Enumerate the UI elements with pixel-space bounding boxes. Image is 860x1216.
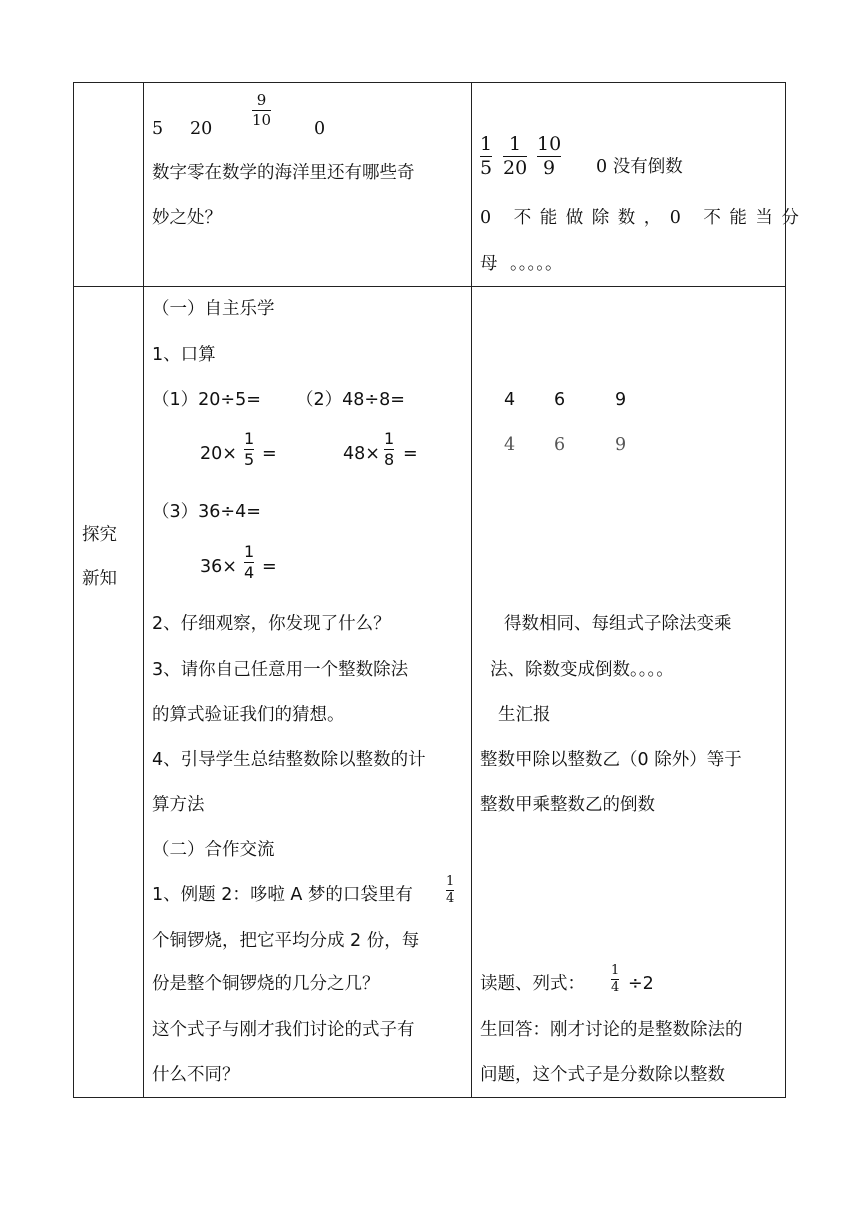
- fraction-numerator: 10: [537, 133, 562, 155]
- item-4-line2: 算方法: [152, 795, 205, 815]
- multiply-1-equals: =: [262, 444, 277, 464]
- example-line3: 份是整个铜锣烧的几分之几？: [152, 974, 380, 994]
- example-line1: 1、例题 2：哆啦 A 梦的口袋里有: [152, 885, 413, 905]
- fraction-numerator: 1: [384, 429, 395, 448]
- fraction-denominator: 10: [252, 110, 272, 129]
- fraction-denominator: 5: [480, 156, 493, 179]
- fraction-numerator: 1: [509, 133, 522, 155]
- answer-4-repeat: 4: [504, 435, 516, 455]
- item-3-line1: 3、请你自己任意用一个整数除法: [152, 660, 409, 680]
- number-5: 5: [152, 119, 164, 139]
- read-divide-2: ÷2: [628, 974, 654, 994]
- fraction-numerator: 1: [244, 429, 255, 448]
- question-2: （2）48÷8=: [296, 390, 405, 410]
- item-4-line1: 4、引导学生总结整数除以整数的计: [152, 750, 426, 770]
- zero-question-line2: 妙之处？: [152, 208, 222, 228]
- item-2: 2、仔细观察，你发现了什么？: [152, 614, 391, 634]
- example-line5: 什么不同？: [152, 1065, 240, 1085]
- fraction-9-10: [252, 92, 271, 128]
- fraction-denominator: 9: [543, 156, 556, 179]
- read-and-write-prefix: 读题、列式：: [480, 974, 585, 994]
- section-heading-2: （二）合作交流: [152, 840, 275, 860]
- number-20: 20: [190, 119, 213, 139]
- observation-line2: 法、除数变成倒数。。。。: [490, 660, 674, 680]
- fraction-numerator: 1: [244, 542, 255, 561]
- fraction-denominator: 4: [244, 562, 255, 582]
- answer-9: 9: [615, 390, 627, 410]
- fraction-denominator: 8: [384, 449, 395, 469]
- column-divider-1: [143, 83, 144, 1097]
- student-report: 生汇报: [498, 705, 551, 725]
- fraction-numerator: 1: [446, 874, 455, 889]
- question-1: （1）20÷5=: [152, 390, 261, 410]
- item-3-line2: 的算式验证我们的猜想。: [152, 705, 345, 725]
- multiply-2-prefix: 48×: [343, 444, 380, 464]
- rule-line1: 整数甲除以整数乙（0 除外）等于: [480, 750, 742, 770]
- answer-6: 6: [554, 390, 566, 410]
- answer-9-repeat: 9: [615, 435, 627, 455]
- number-0: 0: [314, 119, 326, 139]
- answer-6-repeat: 6: [554, 435, 566, 455]
- answer-4: 4: [504, 390, 516, 410]
- question-3: （3）36÷4=: [152, 502, 261, 522]
- multiply-3-equals: =: [262, 557, 277, 577]
- example-line4: 这个式子与刚才我们讨论的式子有: [152, 1020, 415, 1040]
- reciprocal-1-20: [503, 134, 527, 179]
- rule-line2: 整数甲乘整数乙的倒数: [480, 795, 655, 815]
- student-answer-line2: 问题，这个式子是分数除以整数: [480, 1065, 725, 1085]
- example-fraction-1-4: [446, 875, 454, 907]
- fraction-1-8: [384, 430, 394, 468]
- zero-question-line1: 数字零在数学的海洋里还有哪些奇: [152, 163, 415, 183]
- multiply-3-prefix: 36×: [200, 557, 237, 577]
- fraction-1-5: [244, 430, 254, 468]
- item-1-heading: 1、口算: [152, 345, 216, 365]
- fraction-numerator: 9: [256, 91, 267, 109]
- fraction-numerator: 1: [611, 963, 620, 978]
- student-answer-line1: 生回答：刚才讨论的是整数除法的: [480, 1020, 743, 1040]
- read-fraction-1-4: [611, 964, 619, 996]
- section-label-line2: 新知: [82, 569, 117, 589]
- fraction-numerator: 1: [480, 133, 493, 155]
- reciprocal-10-9: [537, 134, 561, 179]
- column-divider-2: [471, 83, 472, 1097]
- section-heading-1: （一）自主乐学: [152, 299, 275, 319]
- ellipsis-dots: 。。。。。: [510, 254, 563, 274]
- fraction-denominator: 4: [611, 980, 620, 996]
- example-line2: 个铜锣烧，把它平均分成 2 份，每: [152, 931, 420, 951]
- fraction-denominator: 20: [503, 156, 528, 179]
- multiply-2-equals: =: [403, 444, 418, 464]
- reciprocal-1-5: [480, 134, 492, 179]
- fraction-denominator: 5: [244, 449, 255, 469]
- row-divider: [74, 286, 785, 287]
- zero-rule-line-end: 母: [480, 254, 498, 274]
- zero-no-reciprocal: 0 没有倒数: [596, 157, 683, 177]
- fraction-denominator: 4: [446, 891, 455, 907]
- multiply-1-prefix: 20×: [200, 444, 237, 464]
- observation-line1: 得数相同、每组式子除法变乘: [504, 614, 732, 634]
- zero-rule-line: 0 不能做除数，0 不能当分: [480, 208, 808, 228]
- fraction-1-4: [244, 543, 254, 581]
- section-label-line1: 探究: [82, 525, 117, 545]
